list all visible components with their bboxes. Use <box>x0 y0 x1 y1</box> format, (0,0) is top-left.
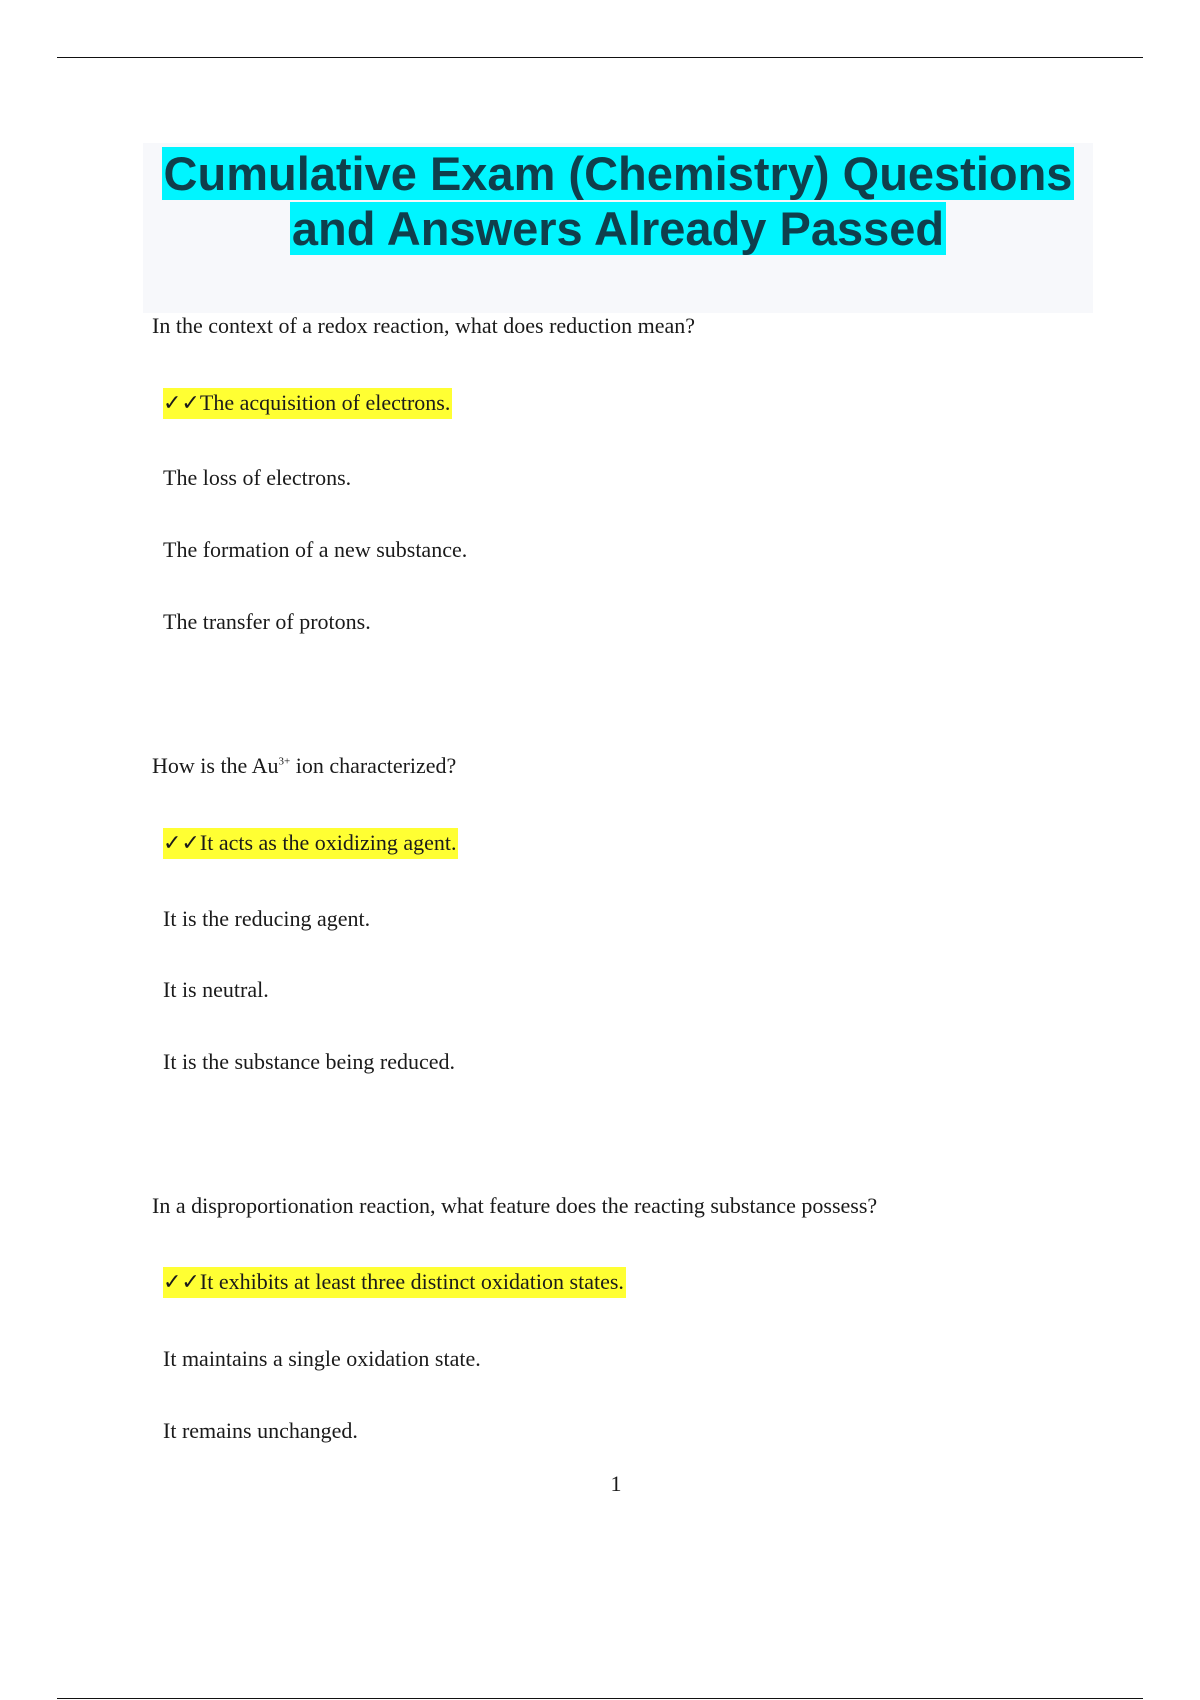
question-1-option-4: The transfer of protons. <box>163 609 371 634</box>
question-2-option-3: It is neutral. <box>163 977 269 1002</box>
answer-text: The acquisition of electrons. <box>199 390 451 415</box>
question-1-option-2: The loss of electrons. <box>163 465 352 490</box>
question-2-text-start: How is the Au <box>152 753 279 778</box>
question-3-option-3: It remains unchanged. <box>163 1418 358 1443</box>
question-2-option-4: It is the substance being reduced. <box>163 1049 456 1074</box>
question-1-correct-answer <box>163 388 452 419</box>
top-rule <box>57 57 1143 58</box>
question-1: In the context of a redox reaction, what does reduction mean? <box>152 313 696 338</box>
bottom-rule <box>57 1698 1143 1699</box>
question-2-text-end: ion characterized? <box>290 753 457 778</box>
check-icon: ✓✓ <box>163 391 200 416</box>
ion-charge: 3+ <box>278 755 291 768</box>
question-3: In a disproportionation reaction, what feature does the reacting substance possess? <box>152 1193 878 1218</box>
page-number: 1 <box>610 1471 622 1496</box>
document-title <box>143 146 1093 256</box>
question-3-correct-answer <box>163 1267 626 1298</box>
check-icon: ✓✓ <box>163 831 200 856</box>
question-1-option-3: The formation of a new substance. <box>163 537 468 562</box>
question-2 <box>152 752 456 780</box>
title-line-2: and Answers Already Passed <box>291 202 945 255</box>
check-icon: ✓✓ <box>163 1270 200 1295</box>
answer-text: It acts as the oxidizing agent. <box>199 830 457 855</box>
title-line-1: Cumulative Exam (Chemistry) Questions <box>163 147 1073 200</box>
question-2-option-2: It is the reducing agent. <box>163 906 371 931</box>
question-2-correct-answer <box>163 828 458 859</box>
question-3-option-2: It maintains a single oxidation state. <box>163 1346 481 1371</box>
answer-text: It exhibits at least three distinct oxidation states. <box>199 1269 624 1294</box>
